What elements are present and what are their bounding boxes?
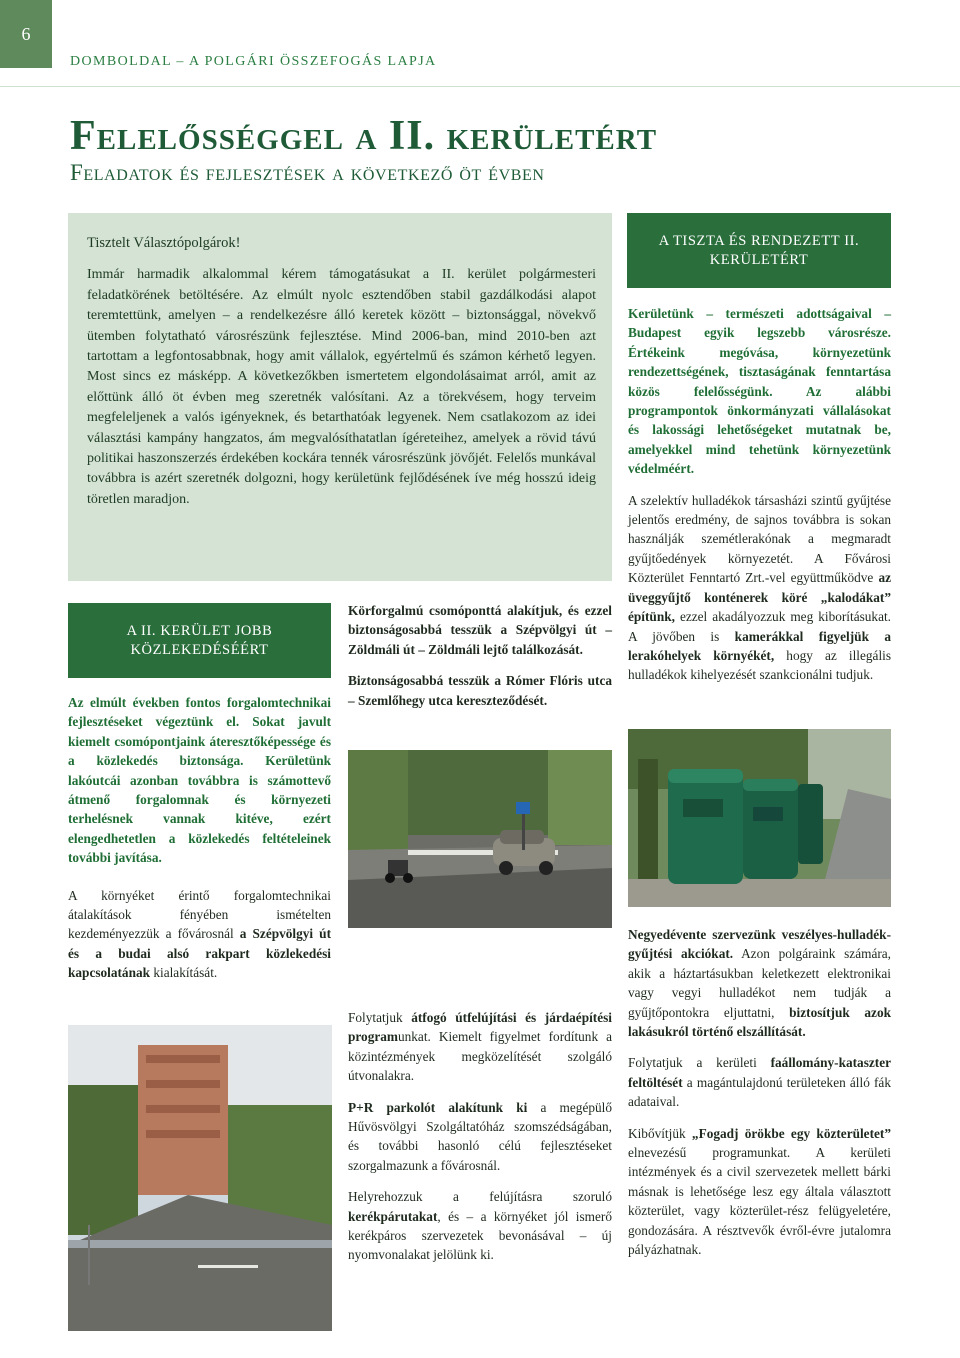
clean-intro: [628, 304, 891, 479]
clean-p2-b: Azon polgáraink számára, akik a háztartásukban keletkezett elektronikai vagy vegyi hulladékot nem tudják a gyűjtőpontokra eljuttatni,: [628, 946, 892, 1020]
recycling-containers-photo: [628, 729, 891, 907]
traffic-section-heading: [68, 603, 331, 678]
traffic-p1-a: A környéket érintő forgalomtechnikai átalakítások fényében ismételten kezdeményezzük a fővárosnál: [68, 887, 331, 942]
clean-p4-b: „Fogadj örökbe egy közterületet”: [691, 1125, 891, 1141]
clean-heading-text: A TISZTA ÉS RENDEZETT II. KERÜLETÉRT: [658, 232, 860, 268]
road-photo-image: [68, 1025, 332, 1331]
clean-p2-c: biztosítjuk azok lakásukról történő elszállítását.: [628, 1004, 891, 1040]
traffic-heading-text: A II. KERÜLET JOBB KÖZLEKEDÉSÉÉRT: [126, 622, 273, 658]
traffic-column-middle-top: [348, 601, 612, 722]
clean-p2-a: Negyedévente szervezünk veszélyes-hulladék-gyűjtési akciókat.: [628, 927, 891, 962]
recycling-photo-image: [628, 729, 891, 907]
traffic-p6-b: kerékpárutakat: [348, 1208, 438, 1224]
publication-header: DOMBOLDAL – A POLGÁRI ÖSSZEFOGÁS LAPJA: [70, 54, 437, 69]
traffic-p1-c: kialakítását.: [150, 965, 218, 981]
letter-body: Immár harmadik alkalommal kérem támogatásukat a II. kerület polgármesteri feladatkörének betöltésére. Az elmúlt nyolc esztendőben stabil gazdálkodási alapot teremtettünk, amelyen – a rendelkezésre álló keretek között – biztonsággal, növekvő ütemben folytatható városrészünk fejlesztése. Mind 2006-ban, mind 2010-ben azt tartottam a legfontosabbnak, hogy amit vállalok, egyértelmű és számon kérhető legyen. Most sincs ez másképp. A következőkben ismertetem elgondolásaimat arról, amit az előttünk álló öt évben meg szeretnék valósítani. Az a törekvésem, hogy terveim megfeleljenek a valós igényeknek, és betarthatóak legyenek. Nem csatlakozom az idei választási kampány hangzatos, ám megvalósíthatatlan ígéreteihez, amelyek a rövid távú politikai haszonszerzés érdekében kockára tennék városrészünk jövőjét. Felelős munkával továbbra is azért szeretnék dolgozni, hogy kerületünk fejlődésének íve még hosszú ideig töretlen maradjon.: [87, 267, 596, 507]
traffic-paragraph-2: [348, 601, 612, 659]
road-with-houses-photo: [68, 1025, 332, 1331]
traffic-p6-a: Helyrehozzuk a felújításra szoruló: [348, 1189, 612, 1205]
traffic-intro-text: Az elmúlt években fontos forgalomtechnikai fejlesztéseket végeztünk el. Sokat javult kiemelt csomópontjaink áteresztőképessége és a közlekedés biztonsága. Kerületünk lakóutcái azonban továbbra is számottevő átmenő forgalomnak és környezeti terhelésnek vannak kitéve, ezért elengedhetetlen a közlekedés feltételeinek további javítása.: [68, 695, 331, 866]
page-subtitle: Feladatok és fejlesztések a következő öt évben: [70, 160, 545, 185]
clean-column-bottom: [628, 925, 891, 1272]
traffic-p5-a: P+R parkolót alakítunk ki: [348, 1099, 528, 1115]
clean-p3-b: faállomány-kataszter feltöltését: [628, 1055, 891, 1090]
clean-p3-c: a magántulajdonú területeken álló fák adataival.: [628, 1074, 891, 1110]
clean-column-top: [628, 304, 891, 697]
page-title: Felelősséggel a II. kerületért: [70, 113, 658, 159]
clean-paragraph-2: [628, 925, 891, 1041]
page-number: 6: [0, 0, 52, 68]
traffic-p4-b: átfogó útfelújítási és járdaépítési program: [348, 1010, 612, 1045]
traffic-column-left: [68, 693, 331, 995]
clean-paragraph-3: [628, 1053, 891, 1111]
header-divider: [0, 86, 960, 87]
intersection-photo-image: [348, 750, 612, 928]
street-intersection-photo: [348, 750, 612, 928]
traffic-p6-c: , és – a környéket jól ismerő kerékpáros szervezetek bevonásával – új nyomvonalakat jelölünk ki.: [348, 1208, 612, 1263]
clean-p3-a: Folytatjuk a kerületi: [628, 1055, 771, 1071]
traffic-p1-b: a Szépvölgyi út és a budai alsó rakpart közlekedési kapcsolatának: [68, 926, 331, 981]
traffic-p5-b: a megépülő Hűvösvölgyi Szolgáltatóház szomszédságában, és további hasonló célú fejlesztéseket szorgalmazunk a fővárosnál.: [348, 1099, 612, 1173]
clean-section-heading: [627, 213, 891, 288]
clean-p1-a: A szelektív hulladékok társasházi szintű gyűjtése jelentős eredmény, de sajnos továbbra is sokan használják szemétlerakónak a megmaradt gyűjtőedények környezetét. A Fővárosi Közterület Fenntartó Zrt.-vel együttműködve: [628, 492, 891, 586]
traffic-paragraph-3: [348, 671, 612, 710]
traffic-column-middle-bottom: [348, 1008, 612, 1277]
traffic-p2-text: Körforgalmú csomóponttá alakítjuk, és ezzel biztonságosabbá tesszük a Szépvölgyi út – Zöldmáli út – Zöldmáli lejtő találkozását.: [348, 603, 612, 657]
traffic-intro: [68, 693, 331, 868]
clean-p1-c: ezzel akadályozzuk meg kiborításukat. A jövőben is: [628, 609, 891, 644]
clean-p4-a: Kibővítjük: [628, 1125, 692, 1141]
clean-intro-text: Kerületünk – természeti adottságaival – Budapest egyik legszebb városrésze. Értékeink megóvása, környezetünk rendezettségének, tisztaságának fenntartása közös felelősségünk. Az alábbi programpontok önkormányzati vállalásokat és lakossági lehetőségeket mutatnak be, amelyekkel mind tehetünk környezetünk védelméért.: [628, 306, 891, 477]
letter-greeting: Tisztelt Választópolgárok!: [87, 235, 241, 251]
traffic-p4-a: Folytatjuk: [348, 1010, 412, 1025]
traffic-paragraph-1: [68, 886, 331, 983]
traffic-paragraph-5: [348, 1098, 612, 1176]
traffic-paragraph-6: [348, 1187, 612, 1265]
introductory-letter: [68, 213, 612, 581]
traffic-paragraph-4: [348, 1008, 612, 1086]
clean-paragraph-1: [628, 491, 891, 685]
clean-p1-e: hogy az illegális hulladékok kihelyezését szankcionálni tudjuk.: [628, 647, 892, 683]
traffic-p4-c: unkat. Kiemelt figyelmet fordítunk a közintézmények megközelítését szolgáló útvonalakra.: [348, 1029, 612, 1084]
clean-p1-d: kamerákkal figyeljük a lerakóhelyek környékét,: [628, 628, 891, 663]
traffic-p3-text: Biztonságosabbá tesszük a Rómer Flóris utca – Szemlőhegy utca kereszteződését.: [348, 673, 612, 708]
clean-paragraph-4: [628, 1124, 891, 1260]
clean-p1-b: az üveggyűjtő konténerek köré „kalodákat” építünk,: [628, 570, 891, 625]
clean-p4-c: elnevezésű programunkat. A kerületi intézmények és a civil szervezetek mellett bárki másnak is lehetősége lesz egy általa választott közterület, vagy közterület-rész felügyeletére, gondozására. A résztvevők évről-évre jutalomra pályázhatnak.: [628, 1145, 891, 1258]
